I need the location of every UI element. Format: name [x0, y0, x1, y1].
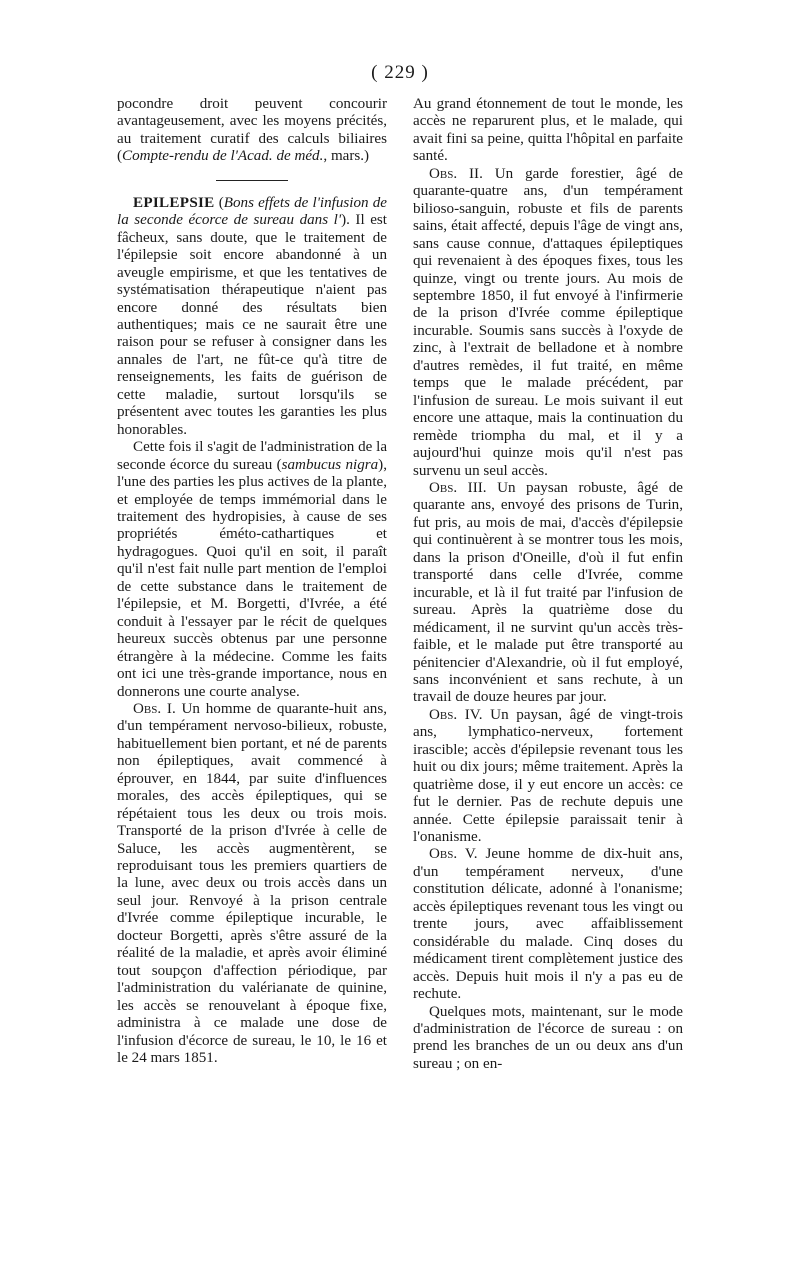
observation-label: Obs. V. [429, 846, 478, 863]
observation-label: Obs. IV. [429, 706, 483, 723]
page-number: ( 229 ) [371, 62, 429, 83]
paragraph-sureau: Cette fois il s'agit de l'administration de la seconde écorce du sureau (sambucus nigra), l'une des parties les plus actives de la plante, et employée de temps immémorial dans le traitement des hydropisies, à cause de ses propriétés éméto-cathartiques et hydragogues. Quoi qu'il en soit, il paraît qu'il n'est fait nulle part mention de l'emploi de cette substance dans le traitement de l'épilepsie, et M. Borgetti, d'Ivrée, a été conduit à l'essayer par le récit de quelques heureux succès obtenus par une personne étrangère à la médecine. Comme les faits ont ici une très-grande importance, nous en donnerons une courte analyse. [117, 439, 388, 700]
paragraph-calculs: pocondre droit peuvent concourir avantageusement, avec les moyens précités, au traitement curatif des calculs biliaires (Compte-rendu de l'Acad. de méd., mars.) [117, 96, 387, 165]
observation-label: Obs. III. [429, 479, 487, 496]
left-column [117, 96, 387, 1067]
observation-3: Obs. III. Un paysan robuste, âgé de quarante ans, envoyé des prisons de Turin, fut pris, au mois de mai, d'accès d'épilepsie qui continuèrent à se montrer tous les mois, dans la prison d'Oneille, d'où il fut enfin transporté dans celle d'Ivrée, comme incurable, et là il fut traité par l'infusion de sureau. Après la quatrième dose du médicament, il ne survint qu'un accès très-faible, et le malade put être transporté au pénitencier d'Alexandrie, où il fut employé, sans inconvénient et sans rechute, à un travail de douze heures par jour. [413, 479, 683, 706]
section-heading: EPILEPSIE [133, 194, 215, 211]
latin-name: sambucus nigra [281, 456, 379, 473]
observation-label: Obs. I. [133, 700, 176, 717]
paragraph-continuation: Au grand étonnement de tout le monde, les accès ne reparurent plus, et le malade, qui avait fini sa peine, quitta l'hôpital en parfaite santé. [413, 96, 683, 165]
observation-5: Obs. V. Jeune homme de dix-huit ans, d'un tempérament nerveux, d'une constitution délicate, adonné à l'onanisme; accès épileptiques revenant tous les vingt ou trente jours, avec affaiblissement considérable du malade. Cinq doses du médicament tirent complètement justice des accès. Depuis huit mois il n'y a pas eu de rechute. [413, 846, 683, 1003]
right-column [413, 96, 683, 1073]
observation-label: Obs. II. [429, 165, 483, 182]
reference-citation: Compte-rendu de l'Acad. de méd. [122, 148, 324, 165]
observation-2: Obs. II. Un garde forestier, âgé de quarante-quatre ans, d'un tempérament bilioso-sanguin, robuste et fils de parents sains, était affecté, depuis l'âge de vingt ans, sans cause connue, d'attaques épileptiques qui revenaient à des époques fixes, tous les quinze, vingt ou trente jours. Au mois de septembre 1850, il fut envoyé à l'infirmerie de la prison d'Ivrée comme épileptique incurable. Soumis sans succès à l'oxyde de zinc, à l'extrait de belladone et à nombre d'autres remèdes, il fut traité, en même temps que le malade précédent, par l'infusion de sureau. Le mois suivant il eut encore une attaque, mais la continuation du remède triompha du mal, et il y a aujourd'hui quinze mois qu'il n'est pas survenu un seul accès. [413, 165, 683, 479]
observation-4: Obs. IV. Un paysan, âgé de vingt-trois ans, lymphatico-nerveux, fortement irascible; accès d'épilepsie revenant tous les huit ou dix jours; même traitement. Après la quatrième dose, il y eut encore un accès: ce fut le dernier. Pas de rechute depuis une année. Cette épilepsie paraissait tenir à l'onanisme. [413, 706, 683, 846]
paragraph-epilepsie: EPILEPSIE (Bons effets de l'infusion de la seconde écorce de sureau dans l'). Il est fâcheux, sans doute, que le traitement de l'épilepsie soit encore abandonné à un aveugle empirisme, et que les tentatives de systématisation thérapeutique n'aient pas encore donné des résultats bien authentiques; mais ce ne saurait être une raison pour se refuser à consigner dans les annales de l'art, ne fût-ce qu'à titre de renseignements, les faits de guérison de cette maladie, surtout lorsqu'ils se présentent avec toutes les garanties les plus honorables. [117, 194, 387, 438]
section-subtitle: Bons effets de l'infusion de la seconde écorce de sureau dans l' [117, 194, 387, 229]
observation-1: Obs. I. Un homme de quarante-huit ans, d'un tempérament nervoso-bilieux, robuste, habituellement bien portant, et né de parents non épileptiques, avait commencé à éprouver, en 1844, par suite d'influences morales, des accès épileptiques, qui se répétaient tous les deux ou trois mois. Transporté de la prison d'Ivrée à celle de Saluce, les accès augmentèrent, se reproduisant tous les premiers quartiers de la lune, avec deux ou trois accès dans un seul jour. Renvoyé à la prison centrale d'Ivrée comme épileptique incurable, le docteur Borgetti, après s'être assuré de la réalité de la maladie, et après avoir éliminé tout soupçon d'affection périodique, par l'administration du valérianate de quinine, les accès se renouvelant à époque fixe, administra à ce malade une dose de l'infusion d'écorce de sureau, le 10, le 16 et le 24 mars 1851. [117, 700, 387, 1067]
section-divider [216, 180, 288, 181]
paragraph-administration: Quelques mots, maintenant, sur le mode d'administration de l'écorce de sureau : on prend les branches de un ou deux ans d'un sureau ; on en- [413, 1003, 683, 1072]
